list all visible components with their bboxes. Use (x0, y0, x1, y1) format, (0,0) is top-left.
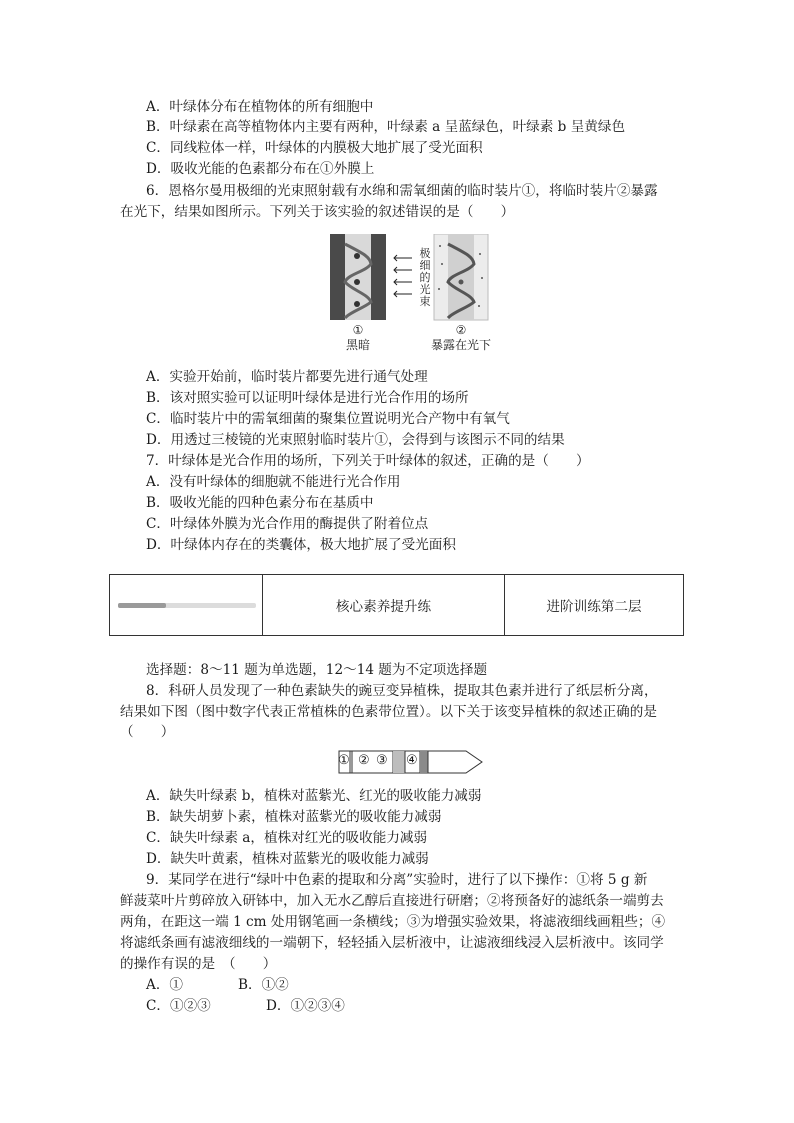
q8-stem-line1: 8．科研人员发现了一种色素缺失的豌豆变异植株，提取其色素并进行了纸层析分离， (146, 683, 658, 699)
section-note: 选择题：8～11 题为单选题，12～14 题为不定项选择题 (146, 662, 488, 678)
q7-option-b: B．吸收光能的四种色素分布在基质中 (146, 495, 374, 511)
q9-option-d: D．①②③④ (266, 998, 345, 1014)
caption-1-text: 黑暗 (345, 338, 370, 352)
beam-label-char: 极 (419, 247, 431, 260)
q5-option-c: C．同线粒体一样，叶绿体的内膜极大地扩展了受光面积 (146, 140, 483, 156)
progress-bar-fill (118, 603, 166, 608)
band-label-3: ③ (376, 753, 388, 768)
caption-slide-2 (431, 323, 491, 353)
banner-level: 进阶训练第二层 (546, 599, 642, 615)
q9-line1: 9．某同学在进行“绿叶中色素的提取和分离”实验时，进行了以下操作：①将 5 g 新 (146, 872, 648, 888)
q6-stem-line2: 在光下，结果如图所示。下列关于该实验的叙述错误的是（ ） (120, 204, 515, 220)
origin-band (420, 751, 428, 773)
q8-option-c: C．缺失叶绿素 a，植株对红光的吸收能力减弱 (146, 830, 428, 846)
chromatography-strip (338, 750, 484, 774)
beam-label-char: 细 (419, 259, 431, 272)
caption-2-number: ② (455, 323, 467, 337)
band-label-1: ① (338, 753, 350, 768)
q8-stem-line2: 结果如下图（图中数字代表正常植株的色素带位置）。以下关于该变异植株的叙述正确的是 (120, 704, 657, 720)
band-label-4: ④ (406, 753, 418, 768)
beam-label (418, 248, 432, 308)
q7-option-c: C．叶绿体外膜为光合作用的酶提供了附着位点 (146, 516, 429, 532)
light-beam-arrows (394, 255, 412, 297)
q5-option-d: D．吸收光能的色素都分布在①外膜上 (146, 161, 375, 177)
q6-option-c: C．临时装片中的需氧细菌的聚集位置说明光合产物中有氧气 (146, 411, 510, 427)
missing-band-gray (393, 751, 405, 773)
q5-option-a: A．叶绿体分布在植物体的所有细胞中 (146, 99, 374, 115)
q8-stem-line3: （ ） (120, 724, 175, 740)
caption-slide-1 (328, 323, 388, 353)
q9-option-b: B．①② (238, 977, 289, 993)
caption-1-number: ① (352, 323, 364, 337)
beam-label-char: 光 (419, 283, 431, 296)
q8-option-a: A．缺失叶绿素 b，植株对蓝紫光、红光的吸收能力减弱 (146, 788, 482, 804)
section-banner (109, 574, 684, 636)
q8-option-d: D．缺失叶黄素，植株对蓝紫光的吸收能力减弱 (146, 851, 429, 867)
q9-line4: 将滤纸条画有滤液细线的一端朝下，轻轻插入层析液中，让滤液细线浸入层析液中。该同学 (120, 935, 664, 951)
q8-option-b: B．缺失胡萝卜素，植株对蓝紫光的吸收能力减弱 (146, 809, 442, 825)
q9-line3: 两角，在距这一端 1 cm 处用钢笔画一条横线；③为增强实验效果，将滤液细线画粗些；④ (120, 914, 666, 930)
q9-line5: 的操作有误的是 （ ） (120, 956, 277, 972)
progress-bar (118, 603, 256, 608)
q6-option-a: A．实验开始前，临时装片都要先进行通气处理 (146, 369, 428, 385)
engelmann-figure-svg (330, 234, 490, 324)
q7-option-d: D．叶绿体内存在的类囊体，极大地扩展了受光面积 (146, 537, 456, 553)
q6-stem-line1: 6．恩格尔曼用极细的光束照射载有水绵和需氧细菌的临时装片①，将临时装片②暴露 (146, 183, 658, 199)
caption-2-text: 暴露在光下 (431, 338, 492, 352)
band-label-2: ② (358, 753, 370, 768)
q9-line2: 鲜菠菜叶片剪碎放入研钵中，加入无水乙醇后直接进行研磨；②将预备好的滤纸条一端剪去 (120, 893, 664, 909)
q6-option-b: B．该对照实验可以证明叶绿体是进行光合作用的场所 (146, 390, 469, 406)
bacteria-cluster-1 (354, 253, 360, 259)
engelmann-figure (330, 234, 490, 354)
banner-progress-cell (110, 575, 263, 635)
bacteria-cluster-2 (354, 279, 360, 285)
q9-option-c: C．①②③ (146, 998, 211, 1014)
q7-option-a: A．没有叶绿体的细胞就不能进行光合作用 (146, 474, 401, 490)
q9-option-a: A．① (146, 977, 184, 993)
banner-title: 核心素养提升练 (263, 575, 505, 635)
q7-stem: 7．叶绿体是光合作用的场所，下列关于叶绿体的叙述，正确的是（ ） (146, 453, 590, 469)
bacteria-cluster-3 (354, 301, 360, 307)
q6-option-d: D．用透过三棱镜的光束照射临时装片①，会得到与该图示不同的结果 (146, 432, 565, 448)
beam-label-char: 束 (419, 295, 431, 308)
beam-label-char: 的 (419, 271, 431, 284)
q5-option-b: B．叶绿素在高等植物体内主要有两种，叶绿素 a 呈蓝绿色，叶绿素 b 呈黄绿色 (146, 119, 626, 135)
